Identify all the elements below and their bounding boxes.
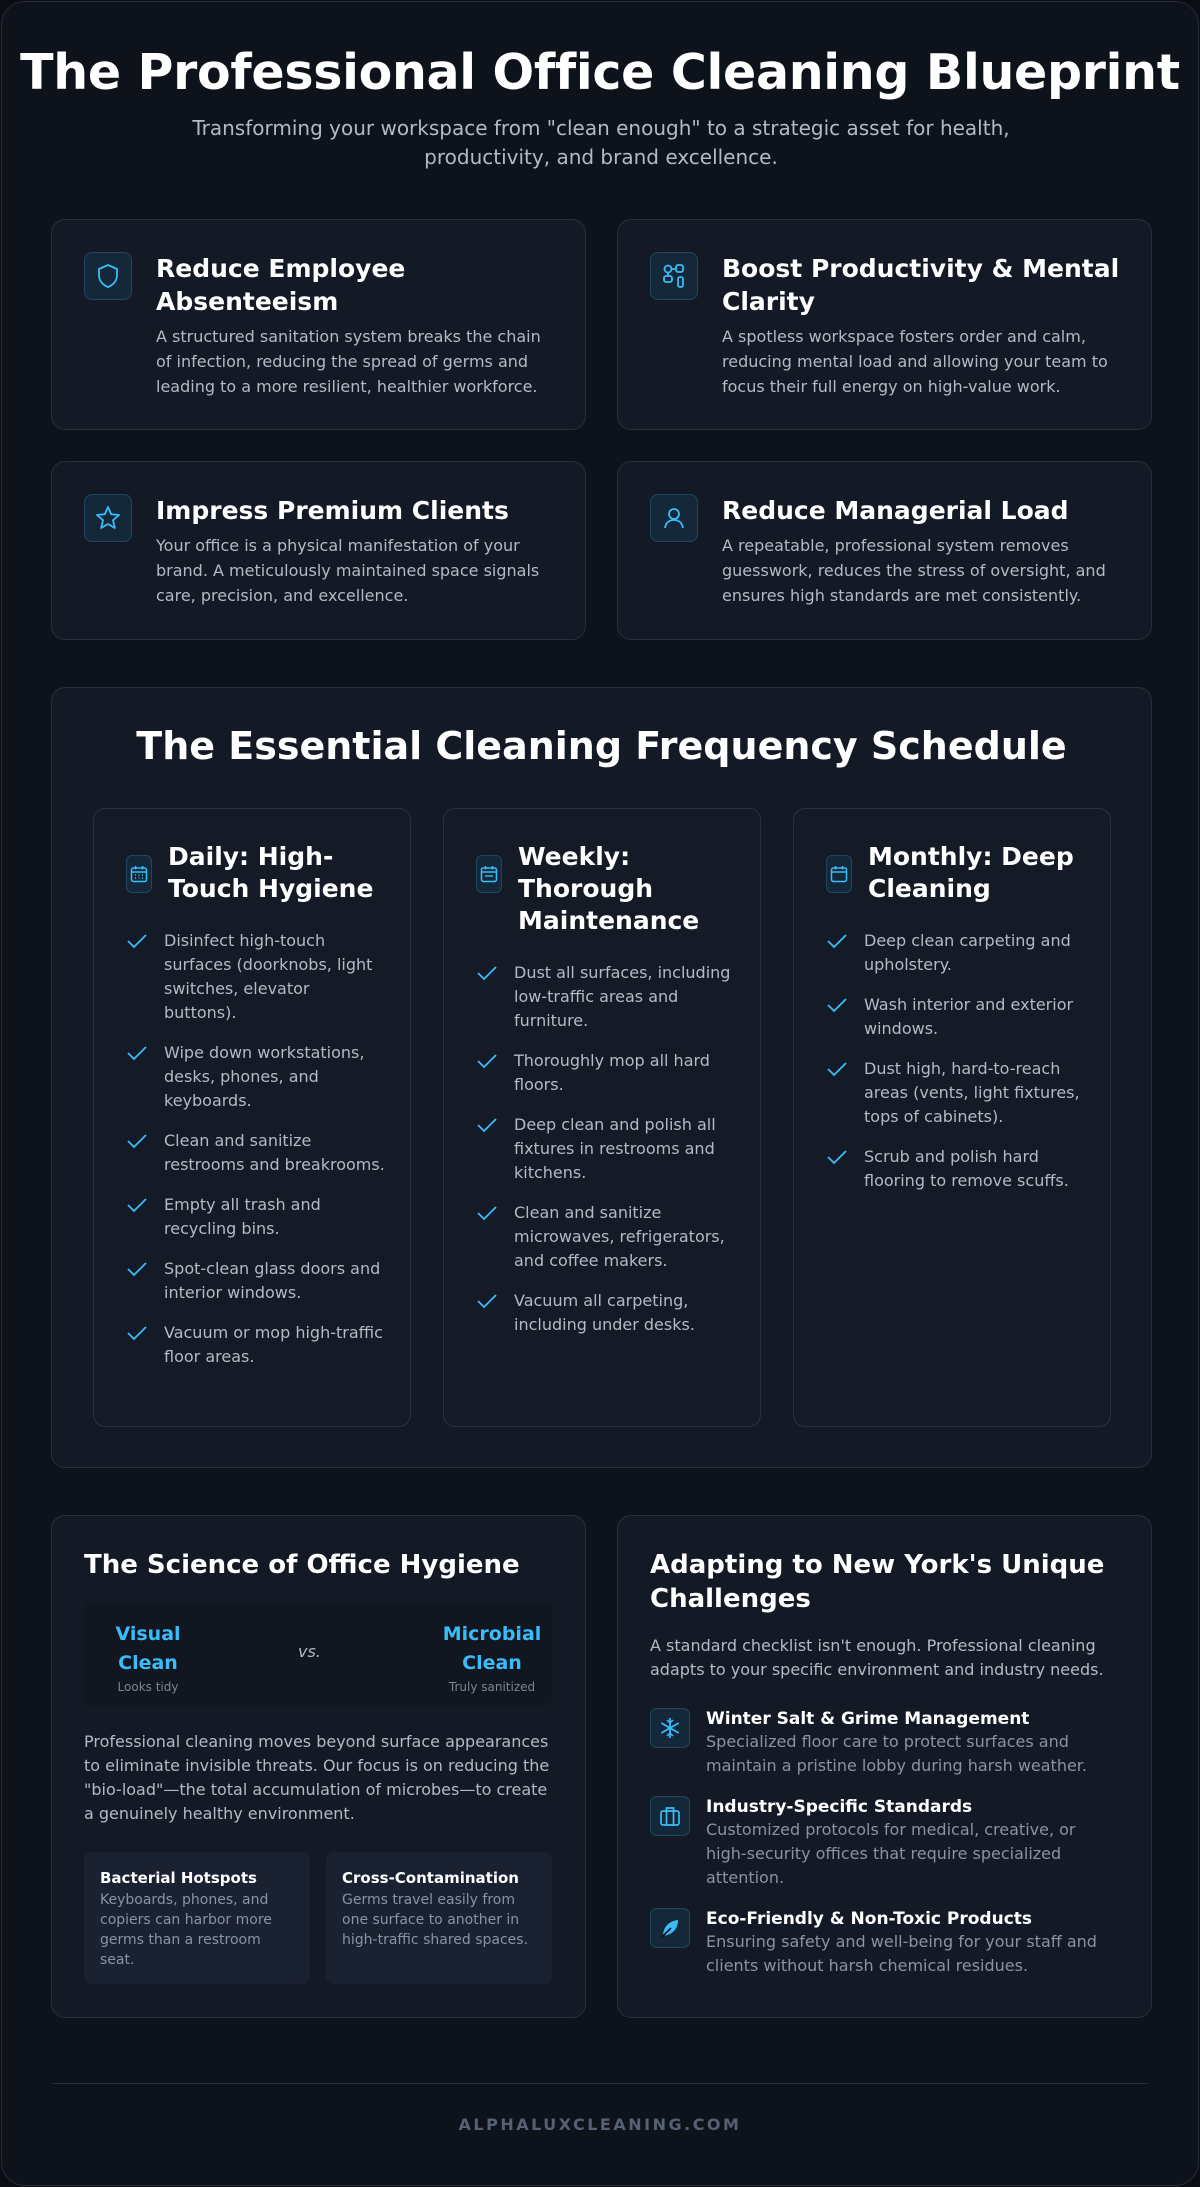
checklist-item: Deep clean and polish all fixtures in restrooms and kitchens. (476, 1113, 736, 1185)
checklist-item: Deep clean carpeting and upholstery. (826, 929, 1086, 977)
new-york-section (617, 1515, 1152, 2018)
benefit-card-productivity (617, 219, 1152, 430)
schedule-column-title: Daily: High-Touch Hygiene (168, 842, 374, 903)
star-icon (84, 494, 132, 542)
schedule-column-title: Weekly: Thorough Maintenance (518, 842, 700, 935)
checklist-item: Wash interior and exterior windows. (826, 993, 1086, 1041)
check-icon (826, 997, 848, 1013)
shield-icon (84, 252, 132, 300)
comparison-head: Microbial Clean (442, 1623, 542, 1674)
footer-divider (52, 2083, 1148, 2084)
new-york-title: Adapting to New York's Unique Challenges (650, 1550, 1105, 1614)
schedule-title: The Essential Cleaning Frequency Schedule (136, 724, 1067, 768)
check-icon (826, 1149, 848, 1165)
comparison-box (84, 1602, 552, 1706)
info-card-description: Germs travel easily from one surface to another in high-traffic shared spaces. (342, 1892, 529, 1948)
check-icon (826, 933, 848, 949)
info-card-hotspots (84, 1852, 310, 1984)
checklist-weekly (476, 961, 736, 1353)
info-card-title: Cross-Contamination (342, 1869, 519, 1887)
comparison-sub: Looks tidy (117, 1680, 179, 1694)
feature-description: Specialized floor care to protect surfaces and maintain a pristine lobby during harsh weather. (706, 1732, 1087, 1775)
checklist-item: Clean and sanitize microwaves, refrigerators, and coffee makers. (476, 1201, 736, 1273)
schedule-column-weekly (443, 808, 761, 1427)
checklist-daily (126, 929, 386, 1385)
benefit-description: A spotless workspace fosters order and calm, reducing mental load and allowing your team to focus their full energy on high-value work. (722, 327, 1108, 396)
feature-title: Eco-Friendly & Non-Toxic Products (706, 1909, 1033, 1929)
checklist-item: Dust high, hard-to-reach areas (vents, light fixtures, tops of cabinets). (826, 1057, 1086, 1129)
feature-description: Ensuring safety and well-being for your staff and clients without harsh chemical residues. (706, 1932, 1097, 1975)
check-icon (476, 1117, 498, 1133)
infographic-page (1, 1, 1199, 2186)
check-icon (126, 1045, 148, 1061)
feature-description: Customized protocols for medical, creative, or high-security offices that require specialized attention. (706, 1820, 1076, 1887)
checklist-monthly (826, 929, 1086, 1209)
user-icon (650, 494, 698, 542)
new-york-intro: A standard checklist isn't enough. Professional cleaning adapts to your specific environment and industry needs. (650, 1636, 1104, 1679)
checklist-item: Scrub and polish hard flooring to remove scuffs. (826, 1145, 1086, 1193)
schedule-column-daily (93, 808, 411, 1427)
benefit-description: A structured sanitation system breaks the chain of infection, reducing the spread of germs and leading to a more resilient, healthier workforce. (156, 327, 541, 396)
check-icon (126, 1261, 148, 1277)
schedule-column-monthly (793, 808, 1111, 1427)
schedule-section (51, 687, 1152, 1468)
check-icon (126, 1325, 148, 1341)
benefit-title: Impress Premium Clients (156, 496, 509, 525)
check-icon (126, 1197, 148, 1213)
check-icon (476, 1293, 498, 1309)
benefit-description: A repeatable, professional system removes guesswork, reduces the stress of oversight, and ensures high standards are met consistently. (722, 536, 1106, 605)
feature-title: Industry-Specific Standards (706, 1797, 973, 1817)
comparison-head: Visual Clean (115, 1623, 181, 1674)
science-body: Professional cleaning moves beyond surface appearances to eliminate invisible threats. Our focus is on reducing the "bio-load"—the total accumulation of microbes—to create a genuinely healthy environment. (84, 1732, 550, 1823)
info-card-title: Bacterial Hotspots (100, 1869, 257, 1887)
calendar-icon (476, 855, 502, 893)
checklist-item: Dust all surfaces, including low-traffic areas and furniture. (476, 961, 736, 1033)
info-card-contamination (326, 1852, 552, 1984)
check-icon (826, 1061, 848, 1077)
calendar-icon (126, 855, 152, 893)
feature-title: Winter Salt & Grime Management (706, 1709, 1030, 1729)
leaf-icon (650, 1908, 690, 1948)
info-card-description: Keyboards, phones, and copiers can harbor more germs than a restroom seat. (100, 1892, 272, 1968)
microbial-clean (432, 1620, 552, 1694)
check-icon (126, 933, 148, 949)
check-icon (476, 1205, 498, 1221)
snowflake-icon (650, 1708, 690, 1748)
checklist-item: Clean and sanitize restrooms and breakrooms. (126, 1129, 386, 1177)
benefit-card-clients (51, 461, 586, 640)
comparison-sub: Truly sanitized (448, 1680, 536, 1694)
check-icon (476, 965, 498, 981)
checklist-item: Vacuum or mop high-traffic floor areas. (126, 1321, 386, 1369)
visual-clean (88, 1620, 208, 1694)
briefcase-icon (650, 1796, 690, 1836)
page-title: The Professional Office Cleaning Blueprint (20, 44, 1180, 101)
checklist-item: Spot-clean glass doors and interior windows. (126, 1257, 386, 1305)
page-subtitle: Transforming your workspace from "clean enough" to a strategic asset for health, productivity, and brand excellence. (192, 116, 1010, 169)
benefit-title: Reduce Employee Absenteeism (156, 254, 406, 316)
check-icon (476, 1053, 498, 1069)
checklist-item: Empty all trash and recycling bins. (126, 1193, 386, 1241)
benefit-card-absenteeism (51, 219, 586, 430)
benefit-description: Your office is a physical manifestation of your brand. A meticulously maintained space signals care, precision, and excellence. (156, 536, 540, 605)
science-section (51, 1515, 586, 2018)
checklist-item: Wipe down workstations, desks, phones, and keyboards. (126, 1041, 386, 1113)
benefit-title: Boost Productivity & Mental Clarity (722, 254, 1120, 316)
check-icon (126, 1133, 148, 1149)
science-title: The Science of Office Hygiene (84, 1550, 520, 1580)
vs-label: vs. (298, 1642, 321, 1661)
benefit-card-managerial (617, 461, 1152, 640)
benefit-title: Reduce Managerial Load (722, 496, 1069, 525)
checklist-item: Thoroughly mop all hard floors. (476, 1049, 736, 1097)
flow-icon (650, 252, 698, 300)
checklist-item: Disinfect high-touch surfaces (doorknobs, light switches, elevator buttons). (126, 929, 386, 1025)
checklist-item: Vacuum all carpeting, including under desks. (476, 1289, 736, 1337)
schedule-column-title: Monthly: Deep Cleaning (868, 842, 1074, 903)
calendar-icon (826, 855, 852, 893)
footer-website: ALPHALUXCLEANING.COM (458, 2115, 742, 2134)
